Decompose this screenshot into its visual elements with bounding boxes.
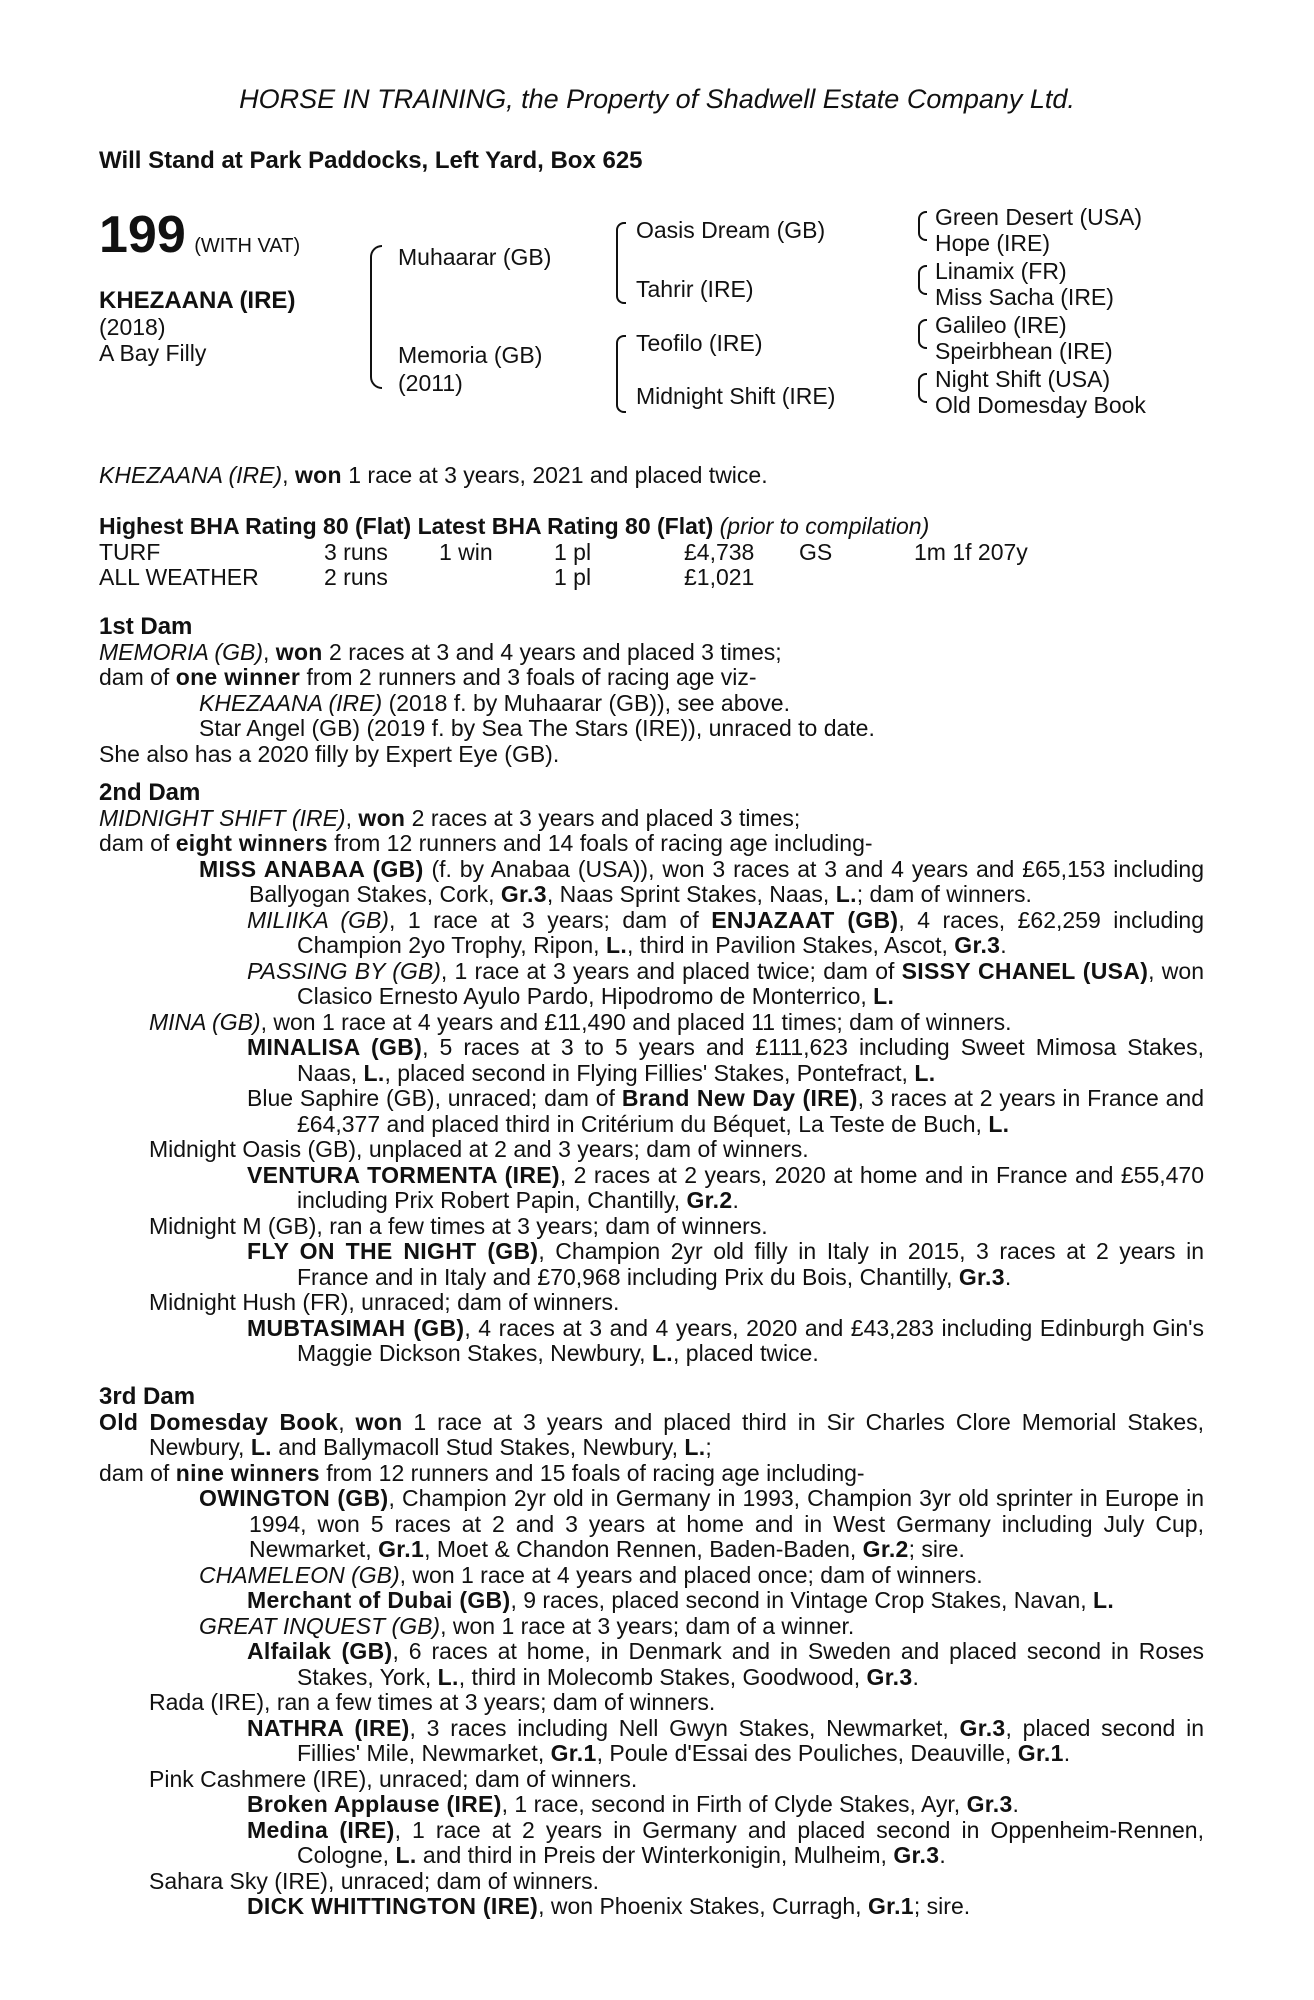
pedigree-sire-dam: Tahrir (IRE) xyxy=(636,276,754,302)
produce-text: . xyxy=(1063,1740,1071,1766)
produce-name: ENJAZAAT (GB) xyxy=(711,906,899,933)
produce-text: , Naas Sprint Stakes, Naas, xyxy=(546,881,830,907)
rating-earnings: £1,021 xyxy=(684,563,755,590)
produce-text: , 3 races at 2 years in France and £64,377 and placed third in Critérium du Béquet, La Teste de Buch, xyxy=(297,1085,1204,1137)
produce-entry: Midnight M (GB), ran a few times at 3 years; dam of winners. xyxy=(149,1212,768,1239)
vat-note: (WITH VAT) xyxy=(194,235,301,257)
second-dam-won: won xyxy=(358,804,406,831)
listed-label: L. xyxy=(873,983,895,1009)
third-dam-won: won xyxy=(355,1408,403,1435)
produce-text: ; sire. xyxy=(913,1893,971,1919)
listed-label: L. xyxy=(395,1842,417,1868)
produce-entry xyxy=(99,1818,1204,1869)
foal-count: from 2 runners and 3 foals of racing age viz- xyxy=(306,664,757,690)
produce-name: PASSING BY (GB) xyxy=(247,957,441,984)
produce-entry xyxy=(99,1639,1204,1690)
produce-text: , Champion 2yr old in Germany in 1993, Champion 3yr old sprinter in Europe in 1994, won 5 races at 2 and 3 years at home and in West Germany including July Cup, Newmarket, xyxy=(249,1485,1205,1562)
produce-text: and third in Preis der Winterkonigin, Mulheim, xyxy=(422,1842,887,1868)
foal-count: from 12 runners and 15 foals of racing age including- xyxy=(326,1459,865,1486)
produce-text: , 6 races at home, in Denmark and in Sweden and placed second in Roses Stakes, York, xyxy=(297,1638,1204,1690)
produce-text: , 4 races, £62,259 including Champion 2yo Trophy, Ripon, xyxy=(297,906,1205,958)
produce-text: , won Phoenix Stakes, Curragh, xyxy=(538,1893,862,1919)
grade-label: Gr.2 xyxy=(862,1536,909,1562)
produce-name: VENTURA TORMENTA (IRE) xyxy=(247,1161,560,1188)
listed-label: L. xyxy=(363,1059,385,1086)
lot-number-block xyxy=(99,205,300,265)
foal-text: (2018 f. by Muhaarar (GB)), see above. xyxy=(388,689,790,716)
race-summary: KHEZAANA (IRE), won 1 race at 3 years, 2021 and placed twice. xyxy=(99,462,768,488)
grade-label: Gr.1 xyxy=(867,1893,914,1919)
produce-text: , third in Molecomb Stakes, Goodwood, xyxy=(458,1663,861,1690)
produce-text: , 1 race at 2 years in Germany and placed second in Oppenheim-Rennen, Cologne, xyxy=(297,1816,1204,1868)
third-dam-name: Old Domesday Book xyxy=(99,1408,339,1435)
produce-entry xyxy=(99,1588,1204,1614)
produce-name: MINA (GB) xyxy=(149,1008,261,1035)
rating-surface: TURF xyxy=(99,538,161,565)
grade-label: Gr.1 xyxy=(1017,1740,1064,1766)
pedigree-g3-8: Old Domesday Book xyxy=(935,392,1146,418)
grade-label: Gr.2 xyxy=(686,1187,733,1213)
second-dam-name: MIDNIGHT SHIFT (IRE) xyxy=(99,804,346,831)
produce-text: , 4 races at 3 and 4 years, 2020 and £43,283 including Edinburgh Gin's Maggie Dickson Stakes, Newbury, xyxy=(297,1314,1204,1366)
grade-label: Gr.1 xyxy=(378,1536,425,1562)
pedigree-g3-3: Linamix (FR) xyxy=(935,258,1067,284)
dam-of-label: dam of xyxy=(99,1459,170,1486)
dam-of-label: dam of xyxy=(99,664,170,690)
winner-count: one winner xyxy=(175,664,301,690)
first-dam-record: 2 races at 3 and 4 years and placed 3 times; xyxy=(329,638,782,665)
produce-name: Broken Applause (IRE) xyxy=(247,1791,502,1817)
produce-name: DICK WHITTINGTON (IRE) xyxy=(247,1893,539,1919)
produce-name: Merchant of Dubai (GB) xyxy=(247,1587,511,1613)
produce-text: , 1 race at 3 years; dam of xyxy=(388,906,699,933)
produce-text: , Moet & Chandon Rennen, Baden-Baden, xyxy=(424,1536,857,1562)
pedigree-sire-sire: Oasis Dream (GB) xyxy=(636,217,826,243)
summary-horse-name: KHEZAANA (IRE) xyxy=(99,462,283,488)
produce-text: (f. by Anabaa (USA)), won 3 races at 3 and 4 years and £65,153 including Ballyogan Stakes, Cork, xyxy=(249,855,1204,907)
produce-entry xyxy=(99,1894,1204,1920)
produce-name: MUBTASIMAH (GB) xyxy=(247,1314,465,1341)
produce-text: ; xyxy=(705,1434,712,1460)
listed-label: L. xyxy=(250,1434,272,1460)
rating-placed: 1 pl xyxy=(554,538,592,565)
horse-name: KHEZAANA (IRE) xyxy=(99,287,296,314)
pedigree-g3-1: Green Desert (USA) xyxy=(935,204,1143,230)
produce-entry xyxy=(99,1035,1204,1086)
summary-won: won xyxy=(294,462,342,488)
produce-entry: Sahara Sky (IRE), unraced; dam of winners. xyxy=(149,1867,599,1894)
listed-label: L. xyxy=(914,1059,936,1086)
pedigree-dam: Memoria (GB) xyxy=(398,342,543,368)
produce-text: , Poule d'Essai des Pouliches, Deauville, xyxy=(596,1740,1012,1766)
produce-text: . xyxy=(1000,932,1007,958)
produce-name: CHAMELEON (GB) xyxy=(199,1561,400,1588)
produce-text: , won Clasico Ernesto Ayulo Pardo, Hipodromo de Monterrico, xyxy=(297,957,1204,1009)
produce-text: , placed twice. xyxy=(673,1340,819,1366)
grade-label: Gr.3 xyxy=(866,1663,913,1690)
foal-count: from 12 runners and 14 foals of racing age including- xyxy=(334,830,873,856)
rating-row-turf xyxy=(99,540,1204,565)
rating-runs: 3 runs xyxy=(324,538,388,565)
second-dam-heading: 2nd Dam xyxy=(99,779,201,806)
produce-entry xyxy=(99,1614,1204,1640)
pedigree-g3-5: Galileo (IRE) xyxy=(935,312,1067,338)
produce-entry xyxy=(99,1316,1204,1367)
rating-going: GS xyxy=(799,538,833,565)
foal-name: KHEZAANA (IRE) xyxy=(199,689,383,716)
produce-name: GREAT INQUEST (GB) xyxy=(199,1612,441,1639)
produce-text: , Champion 2yr old filly in Italy in 2015, 3 races at 2 years in France and in Italy and £70,968 including Prix du Bois, Chantilly, xyxy=(297,1238,1205,1290)
listed-label: L. xyxy=(988,1110,1010,1137)
pedigree-sire: Muhaarar (GB) xyxy=(398,244,552,270)
produce-name: Brand New Day (IRE) xyxy=(621,1085,858,1111)
produce-text: , 5 races at 3 to 5 years and £111,623 including Sweet Mimosa Stakes, Naas, xyxy=(297,1034,1204,1086)
listed-label: L. xyxy=(1093,1587,1115,1613)
produce-text: . xyxy=(912,1663,919,1690)
produce-name: FLY ON THE NIGHT (GB) xyxy=(247,1238,539,1264)
produce-text: , 3 races including Nell Gwyn Stakes, Newmarket, xyxy=(409,1714,949,1741)
grade-label: Gr.3 xyxy=(500,881,547,907)
produce-entry xyxy=(99,1163,1204,1214)
third-dam-record: Old Domesday Book, won 1 race at 3 years and placed third in Sir Charles Clore Memorial Stakes, Newbury, L. and Ballymacoll Stud Stakes, Newbury, L.; xyxy=(99,1408,1205,1460)
produce-text: . xyxy=(1012,1791,1019,1817)
first-dam-won: won xyxy=(275,638,323,665)
produce-text: 1 race at 3 years and placed third in Sir Charles Clore Memorial Stakes, Newbury, xyxy=(149,1408,1205,1460)
rating-wins: 1 win xyxy=(439,538,493,565)
grade-label: Gr.3 xyxy=(958,1263,1005,1290)
listed-label: L. xyxy=(835,881,857,907)
grade-label: Gr.3 xyxy=(954,932,1001,958)
produce-name: Medina (IRE) xyxy=(247,1816,395,1843)
produce-entry: Rada (IRE), ran a few times at 3 years; dam of winners. xyxy=(149,1689,716,1715)
winner-count: nine winners xyxy=(175,1459,320,1486)
pedigree-brace-g3-3 xyxy=(918,319,927,349)
rating-runs: 2 runs xyxy=(324,563,388,590)
pedigree-g3-7: Night Shift (USA) xyxy=(935,366,1111,392)
first-dam-heading: 1st Dam xyxy=(99,613,193,640)
rating-going xyxy=(799,565,914,590)
produce-name: SISSY CHANEL (USA) xyxy=(901,957,1149,984)
produce-text: , won 1 race at 4 years and placed once; dam of winners. xyxy=(399,1561,983,1588)
grade-label: Gr.3 xyxy=(966,1791,1013,1817)
horse-identity xyxy=(99,288,295,366)
produce-entry: Pink Cashmere (IRE), unraced; dam of winners. xyxy=(149,1765,638,1792)
produce-name: NATHRA (IRE) xyxy=(247,1714,410,1741)
pedigree-brace-sire-dam xyxy=(370,245,382,389)
pedigree-dam-year: (2011) xyxy=(398,370,463,396)
pedigree-brace-g3-4 xyxy=(918,373,927,403)
dam-of-label: dam of xyxy=(99,830,170,856)
produce-text: , third in Pavilion Stakes, Ascot, xyxy=(627,932,948,958)
listed-label: L. xyxy=(651,1340,673,1366)
produce-text: . xyxy=(939,1842,946,1868)
rating-wins xyxy=(439,565,554,590)
pedigree-g3-6: Speirbhean (IRE) xyxy=(935,338,1113,364)
produce-name: Blue Saphire (GB), unraced; dam of xyxy=(247,1085,615,1111)
produce-text: , 2 races at 2 years, 2020 at home and in France and £55,470 including Prix Robert Papin, Chantilly, xyxy=(297,1161,1204,1213)
produce-entry: Midnight Oasis (GB), unplaced at 2 and 3 years; dam of winners. xyxy=(149,1136,809,1162)
produce-text: . xyxy=(732,1187,739,1213)
produce-name: MINALISA (GB) xyxy=(247,1034,423,1060)
stand-location: Will Stand at Park Paddocks, Left Yard, Box 625 xyxy=(99,147,643,174)
third-dam-section xyxy=(99,1384,1204,1920)
produce-name: OWINGTON (GB) xyxy=(199,1485,389,1511)
produce-entry xyxy=(99,1086,1204,1137)
pedigree-brace-g3-1 xyxy=(918,211,927,241)
produce-text: ; sire. xyxy=(908,1536,965,1562)
produce-entry xyxy=(99,1792,1204,1818)
pedigree-brace-dam-line xyxy=(616,335,626,413)
produce-entry xyxy=(99,908,1204,959)
listed-label: L. xyxy=(684,1434,706,1460)
produce-entry xyxy=(99,1239,1204,1290)
rating-earnings: £4,738 xyxy=(684,538,755,565)
listed-label: L. xyxy=(437,1663,459,1690)
pedigree-g3-4: Miss Sacha (IRE) xyxy=(935,284,1114,310)
rating-line: Highest BHA Rating 80 (Flat) Latest BHA Rating 80 (Flat) xyxy=(99,513,714,539)
rating-note: (prior to compilation) xyxy=(719,513,930,539)
produce-name: MILIIKA (GB) xyxy=(247,906,389,933)
produce-text: , placed second in Flying Fillies' Stakes, Pontefract, xyxy=(384,1059,908,1086)
second-dam-section: 2nd Dam MIDNIGHT SHIFT (IRE), won 2 races at 3 years and placed 3 times; dam of eight winners from 12 runners and 14 foals of racing age including- MISS ANABAA (GB) (f. by Anabaa (USA)), won 3 races at 3 and 4 years and £65,153 including Ballyogan Stakes, Cork, Gr.3, Naas Sprint Stakes, Naas, L.; dam of winners. MILIIKA (GB), 1 race at 3 years; dam of ENJAZAAT (GB), 4 races, £62,259 including Champion 2yo Trophy, Ripon, L., third in Pavilion Stakes, Ascot, Gr.3. PASSING BY (GB), 1 race at 3 years and placed twice; dam of SISSY CHANEL (USA), won Clasico Ernesto Ayulo Pardo, Hipodromo de Monterrico, L. MINA (GB), won 1 race at 4 years and £11,490 and placed 11 times; dam of winners. MINALISA (GB), 5 races at 3 to 5 years and £111,623 including Sweet Mimosa Stakes, Naas, L., placed second in Flying Fillies' Stakes, Pontefract, L. Blue Saphire (GB), unraced; dam of Brand New Day (IRE), 3 races at 2 years in France and £64,377 and placed third in Critérium du Béquet, La Teste de Buch, L. Midnight Oasis (GB), unplaced at 2 and 3 years; dam of winners. VENTURA TORMENTA (IRE), 2 races at 2 years, 2020 at home and in France and £55,470 including Prix Robert Papin, Chantilly, Gr.2. Midnight M (GB), ran a few times at 3 years; dam of winners. FLY ON THE NIGHT (GB), Champion 2yr old filly in Italy in 2015, 3 races at 2 years in France and in Italy and £70,968 including Prix du Bois, Chantilly, Gr.3. Midnight Hush (FR), unraced; dam of winners. MUBTASIMAH (GB), 4 races at 3 and 4 years, 2020 and £43,283 including Edinburgh Gin's Maggie Dickson Stakes, Newbury, L., placed twice. xyxy=(99,779,1205,1366)
produce-text: , 1 race, second in Firth of Clyde Stakes, Ayr, xyxy=(501,1791,961,1817)
listed-label: L. xyxy=(605,932,628,958)
produce-entry: Midnight Hush (FR), unraced; dam of winners. xyxy=(149,1289,620,1315)
second-dam-record: 2 races at 3 years and placed 3 times; xyxy=(411,804,801,831)
pedigree-brace-sire-line xyxy=(616,222,626,304)
produce-name: MISS ANABAA (GB) xyxy=(199,855,424,882)
rating-block xyxy=(99,514,1204,590)
first-dam-section: 1st Dam MEMORIA (GB), won 2 races at 3 and 4 years and placed 3 times; dam of one winner from 2 runners and 3 foals of racing age viz- KHEZAANA (IRE) (2018 f. by Muhaarar (GB)), see above. Star Angel (GB) (2019 f. by Sea The Stars (IRE)), unraced to date. She also has a 2020 filly by Expert Eye (GB). xyxy=(99,614,1204,767)
pedigree-dam-sire: Teofilo (IRE) xyxy=(636,330,763,356)
horse-year: (2018) xyxy=(99,314,166,340)
rating-row-aw xyxy=(99,565,1204,590)
horse-description: A Bay Filly xyxy=(99,340,207,366)
produce-entry xyxy=(99,959,1204,1010)
rating-surface: ALL WEATHER xyxy=(99,563,259,590)
produce-name: Alfailak (GB) xyxy=(247,1638,393,1664)
produce-text: , 1 race at 3 years and placed twice; dam of xyxy=(440,957,895,984)
produce-text: and Ballymacoll Stud Stakes, Newbury, xyxy=(278,1434,678,1460)
summary-text: 1 race at 3 years, 2021 and placed twice. xyxy=(348,462,768,488)
produce-entry xyxy=(99,1010,1204,1036)
produce-text: , placed second in Fillies' Mile, Newmarket, xyxy=(297,1714,1204,1766)
produce-text: , 9 races, placed second in Vintage Crop Stakes, Navan, xyxy=(510,1587,1087,1613)
produce-entry xyxy=(99,857,1204,908)
produce-entry xyxy=(99,1563,1204,1589)
produce-text: ; dam of winners. xyxy=(856,881,1032,907)
produce-entry xyxy=(99,1716,1204,1767)
produce-text: , won 1 race at 4 years and £11,490 and placed 11 times; dam of winners. xyxy=(260,1008,1012,1035)
produce-entry xyxy=(99,1486,1204,1563)
grade-label: Gr.3 xyxy=(893,1842,940,1868)
grade-label: Gr.3 xyxy=(959,1714,1006,1741)
lot-number: 199 xyxy=(99,206,186,264)
produce-text: . xyxy=(1004,1263,1012,1290)
pedigree-brace-g3-2 xyxy=(918,265,927,295)
foal-entry: Star Angel (GB) (2019 f. by Sea The Stars (IRE)), unraced to date. xyxy=(199,715,875,741)
produce-text: , won 1 race at 3 years; dam of a winner. xyxy=(440,1612,855,1639)
rating-placed: 1 pl xyxy=(554,563,592,590)
first-dam-name: MEMORIA (GB) xyxy=(99,638,263,665)
page-title: HORSE IN TRAINING, the Property of Shadwell Estate Company Ltd. xyxy=(239,84,1075,114)
pedigree-g3-2: Hope (IRE) xyxy=(935,230,1051,256)
grade-label: Gr.1 xyxy=(550,1740,597,1766)
third-dam-heading: 3rd Dam xyxy=(99,1383,196,1410)
pedigree-dam-dam: Midnight Shift (IRE) xyxy=(636,383,836,409)
rating-distance: 1m 1f 207y xyxy=(914,538,1028,565)
foal-note: She also has a 2020 filly by Expert Eye (GB). xyxy=(99,740,560,767)
winner-count: eight winners xyxy=(175,830,328,856)
